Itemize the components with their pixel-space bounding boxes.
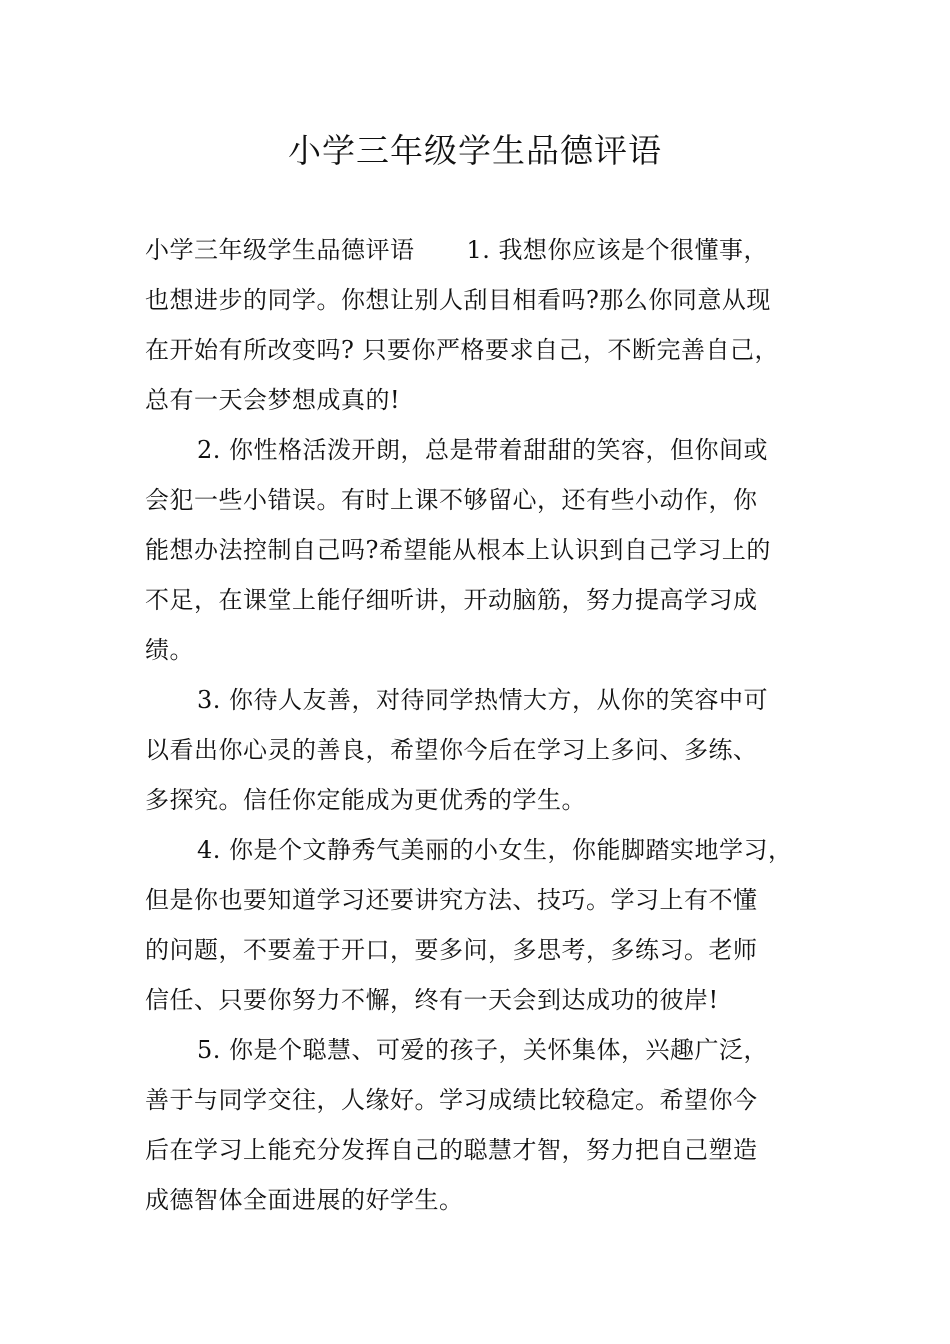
paragraph-line: 总有一天会梦想成真的! — [145, 386, 401, 414]
paragraph-line: 2. 你性格活泼开朗，总是带着甜甜的笑容，但你间或 — [197, 436, 769, 464]
paragraph-line: 会犯一些小错误。有时上课不够留心，还有些小动作，你 — [145, 486, 758, 514]
paragraph-line: 5. 你是个聪慧、可爱的孩子，关怀集体，兴趣广泛， — [197, 1036, 769, 1064]
paragraph-line: 的问题，不要羞于开口，要多问，多思考，多练习。老师 — [145, 936, 758, 964]
paragraph-line: 绩。 — [145, 636, 194, 664]
paragraph-line: 能想办法控制自己吗?希望能从根本上认识到自己学习上的 — [145, 536, 771, 564]
paragraph-line: 4. 你是个文静秀气美丽的小女生，你能脚踏实地学习， — [197, 836, 793, 864]
paragraph-line: 3. 你待人友善，对待同学热情大方，从你的笑容中可 — [197, 686, 769, 714]
paragraph-line: 成德智体全面进展的好学生。 — [145, 1186, 464, 1214]
paragraph-line: 但是你也要知道学习还要讲究方法、技巧。学习上有不懂 — [145, 886, 758, 914]
intro-label: 小学三年级学生品德评语 — [145, 236, 415, 264]
paragraph-line: 不足，在课堂上能仔细听讲，开动脑筋，努力提高学习成 — [145, 586, 758, 614]
document-body — [145, 225, 810, 1225]
comment-1-line: 1. 我想你应该是个很懂事， — [466, 236, 769, 264]
paragraph-line — [145, 225, 810, 275]
paragraph-line: 信任、只要你努力不懈，终有一天会到达成功的彼岸! — [145, 986, 719, 1014]
paragraph-line: 在开始有所改变吗? 只要你严格要求自己，不断完善自己， — [145, 336, 779, 364]
paragraph-line: 多探究。信任你定能成为更优秀的学生。 — [145, 786, 586, 814]
paragraph-line: 以看出你心灵的善良，希望你今后在学习上多问、多练、 — [145, 736, 758, 764]
document-title: 小学三年级学生品德评语 — [288, 131, 662, 170]
paragraph-line: 后在学习上能充分发挥自己的聪慧才智，努力把自己塑造 — [145, 1136, 758, 1164]
paragraph-line: 善于与同学交往，人缘好。学习成绩比较稳定。希望你今 — [145, 1086, 758, 1114]
paragraph-line: 也想进步的同学。你想让别人刮目相看吗?那么你同意从现 — [145, 286, 771, 314]
